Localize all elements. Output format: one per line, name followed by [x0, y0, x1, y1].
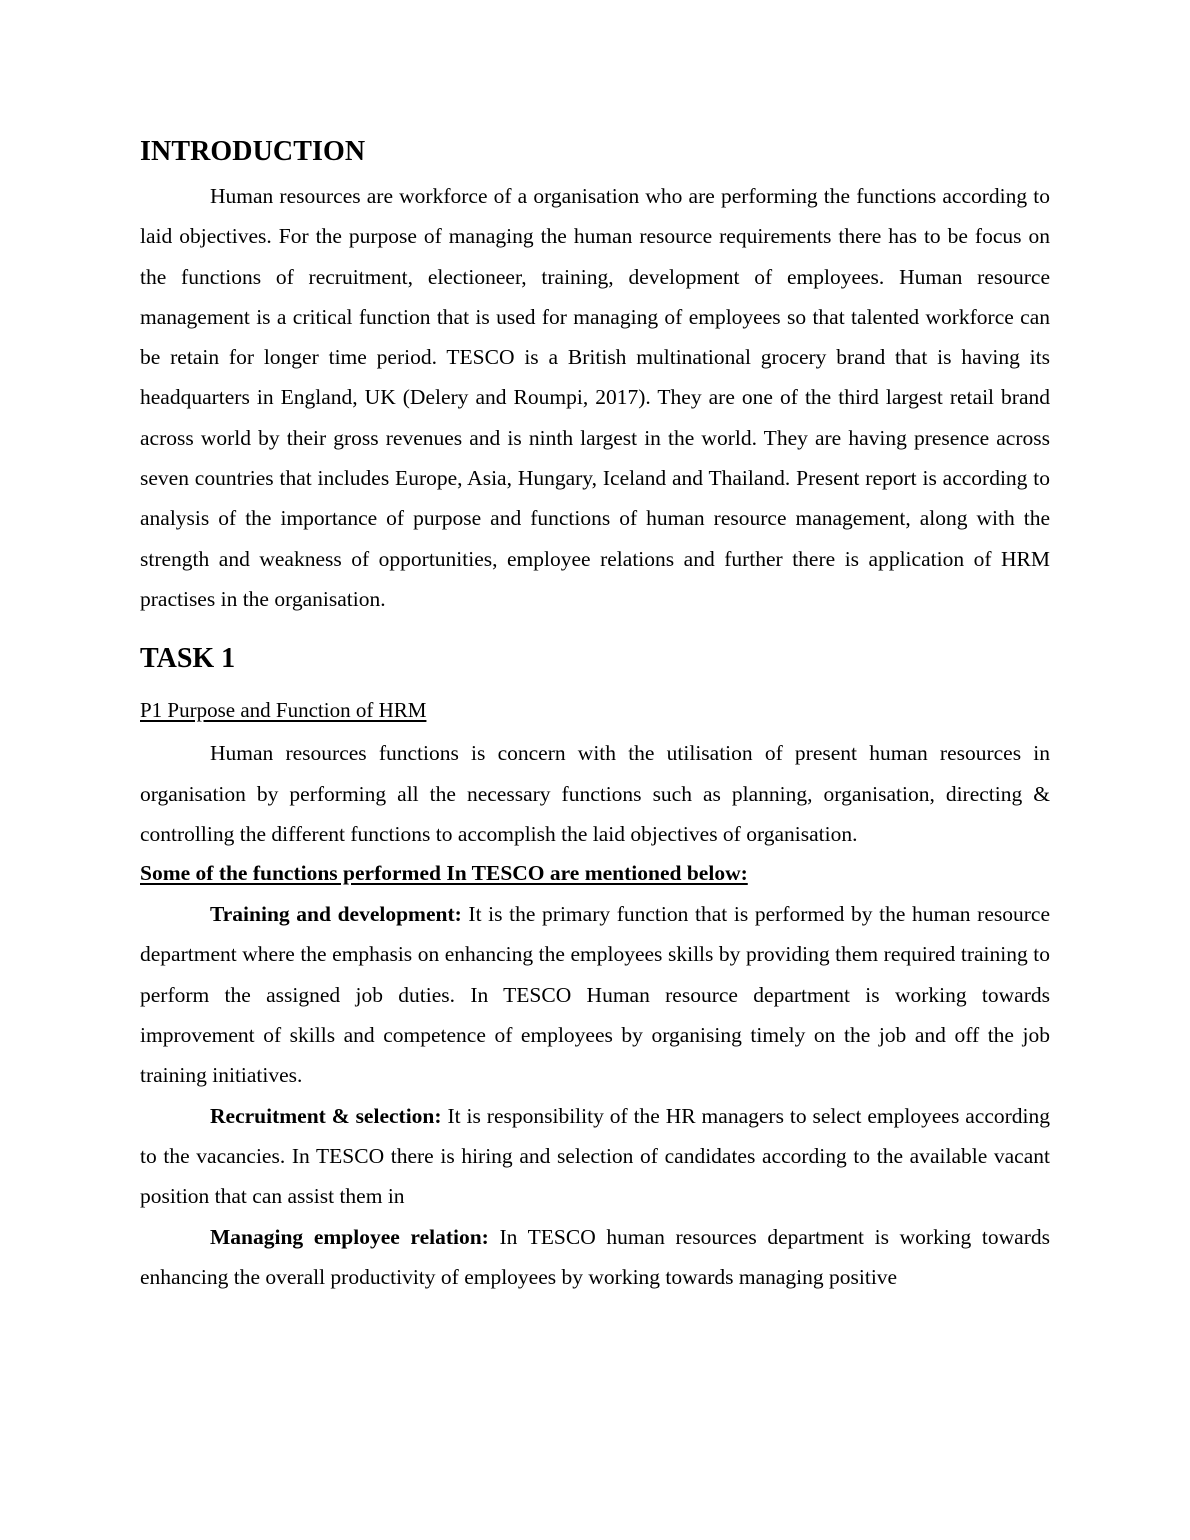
subheading-p1 — [140, 693, 1050, 727]
lead-in-functions-list — [140, 854, 1050, 892]
runin-heading-recruitment-and-selection: Recruitment & selection: — [210, 1103, 442, 1128]
paragraph-hrm-functions-intro: Human resources functions is concern with the utilisation of present human resources in organisation by performing all the necessary functions such as planning, organisation, directing & controlling the different functions to accomplish the laid objectives of organisation. — [140, 741, 1050, 846]
runin-heading-training-and-development: Training and development: — [210, 902, 462, 927]
heading-task-1: TASK 1 — [140, 643, 236, 675]
paragraph-training-and-development — [140, 894, 1050, 1095]
body-managing-employee-relation: In TESCO human resources department is working towards enhancing the overall productivity of employees by working towards managing positive — [140, 1224, 1050, 1289]
paragraph-introduction: Human resources are workforce of a organisation who are performing the functions according to laid objectives. For the purpose of managing the human resource requirements there has to be focus on the functions of recruitment, electioneer, training, development of employees. Human resource management is a critical function that is used for managing of employees so that talented workforce can be retain for longer time period. TESCO is a British multinational grocery brand that is having its headquarters in England, UK (Delery and Roumpi, 2017). They are one of the third largest retail brand across world by their gross revenues and is ninth largest in the world. They are having presence across seven countries that includes Europe, Asia, Hungary, Iceland and Thailand. Present report is according to analysis of the importance of purpose and functions of human resource management, along with the strength and weakness of opportunities, employee relations and further there is application of HRM practises in the organisation. — [140, 184, 1050, 611]
paragraph-recruitment-and-selection — [140, 1096, 1050, 1217]
lead-in-functions-list-label: Some of the functions performed In TESCO are mentioned below: — [140, 861, 748, 886]
body-recruitment-and-selection: It is responsibility of the HR managers to select employees according to the vacancies. In TESCO there is hiring and selection of candidates according to the available vacant position that can assist them in — [140, 1103, 1050, 1209]
body-training-and-development: It is the primary function that is performed by the human resource department where the emphasis on enhancing the employees skills by providing them required training to perform the assigned job duties. In TESCO Human resource department is working towards improvement of skills and competence of employees by organising timely on the job and off the job training initiatives. — [140, 902, 1050, 1088]
subheading-p1-label: P1 Purpose and Function of HRM — [140, 698, 427, 723]
document-body — [140, 132, 1050, 1297]
runin-heading-managing-employee-relation: Managing employee relation: — [210, 1224, 489, 1249]
paragraph-managing-employee-relation — [140, 1217, 1050, 1298]
heading-introduction: INTRODUCTION — [140, 136, 366, 167]
